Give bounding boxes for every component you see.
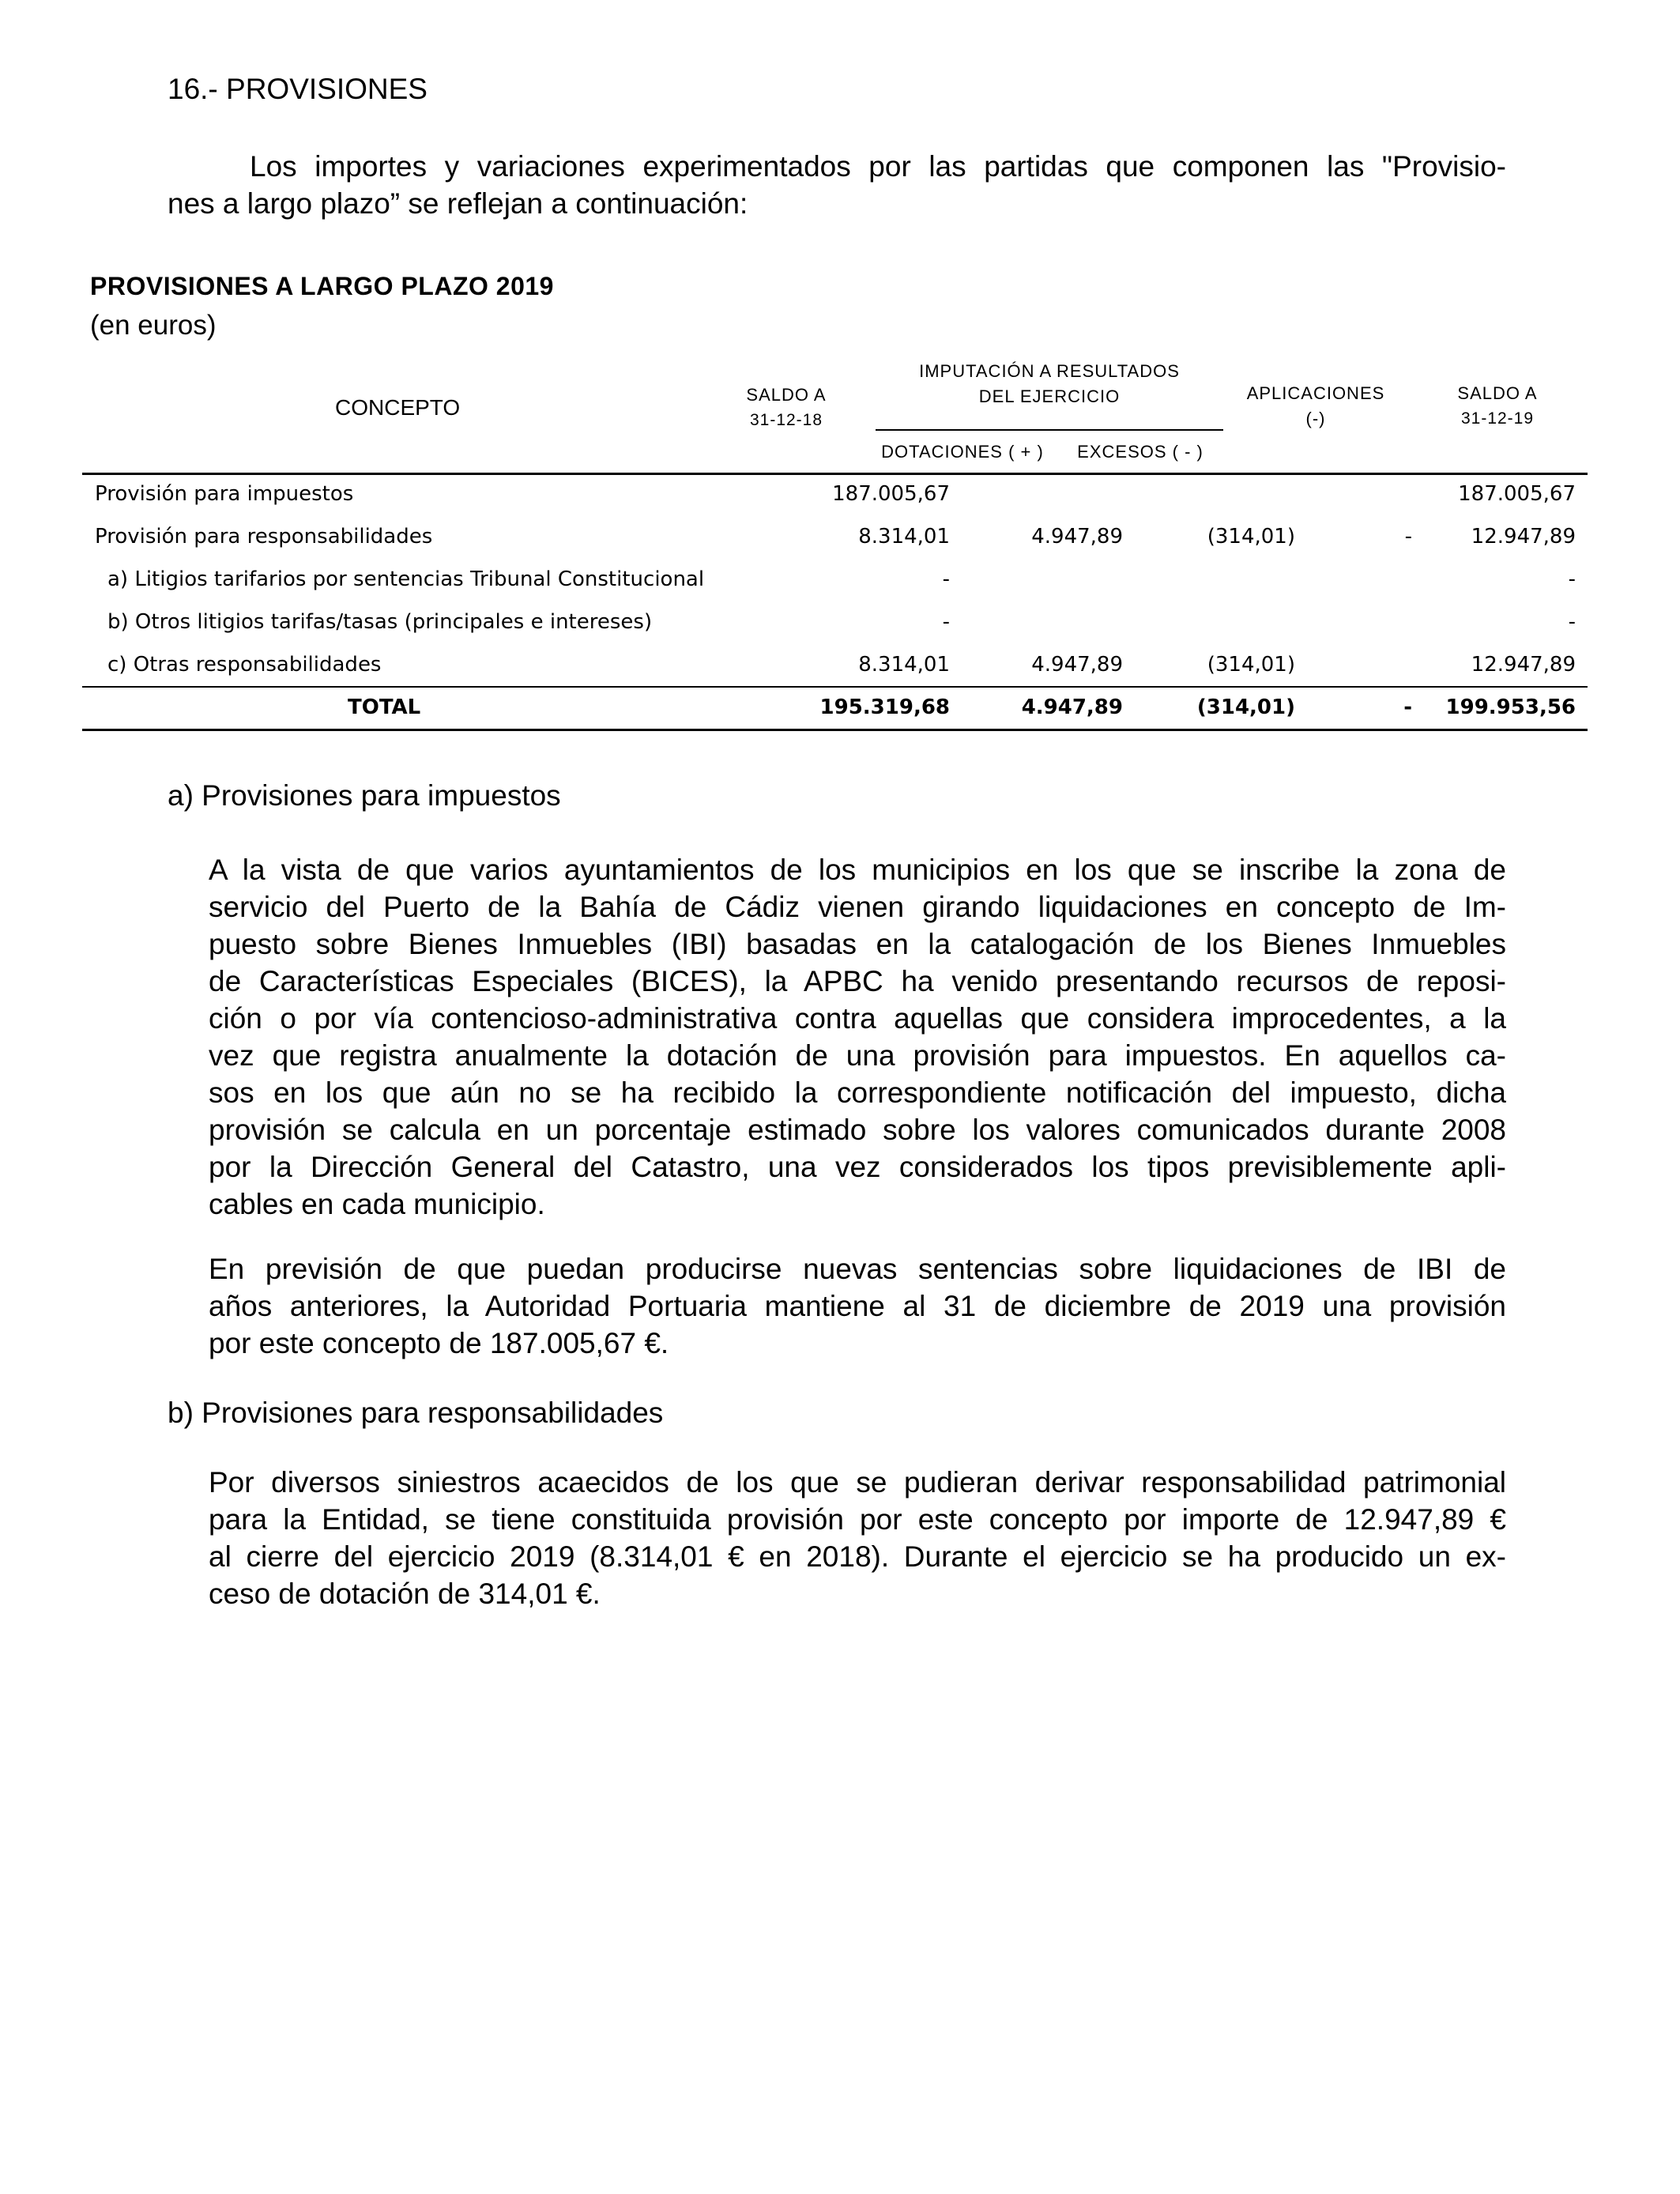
section-a-heading: a) Provisiones para impuestos [168,779,561,812]
table-row: b) Otros litigios tarifas/tasas (principales e intereses) - - [107,610,1576,634]
intro-paragraph [168,148,1506,222]
table-title: PROVISIONES A LARGO PLAZO 2019 [90,272,554,300]
table-total-row: TOTAL 195.319,68 4.947,89 (314,01) - 199.953,56 [348,696,1576,719]
table-bottom-rule [82,729,1588,731]
intro-line: nes a largo plazo” se reflejan a continuación: [168,187,748,220]
header-aplicaciones: APLICACIONES (-) [1246,383,1385,428]
section-b-heading: b) Provisiones para responsabilidades [168,1397,664,1429]
table-row: Provisión para responsabilidades 8.314,01 4.947,89 (314,01) - 12.947,89 [95,525,1576,548]
header-imputacion: IMPUTACIÓN A RESULTADOS DEL EJERCICIO [919,361,1180,406]
header-saldo-final: SALDO A 31-12-19 [1457,383,1538,428]
table-row: Provisión para impuestos 187.005,67 187.005,67 [95,482,1576,506]
table-row: c) Otras responsabilidades 8.314,01 4.947,89 (314,01) 12.947,89 [107,653,1576,677]
header-saldo-inicial: SALDO A 31-12-18 [746,385,827,429]
table-row: a) Litigios tarifarios por sentencias Tribunal Constitucional - - [107,567,1576,591]
section-b-paragraph-1: Por diversos siniestros acaecidos de los que se pudieran derivar responsabilidad patrimonial para la Entidad, se tiene constituida provisión por este concepto por importe de 12.947,89 € al cierre del ejercicio 2019 (8.314,01 € en 2018). Durante el ejercicio se ha producido un ex- ceso de dotación de 314,01 €. [209,1466,1506,1610]
table-subtitle: (en euros) [90,310,217,341]
section-a-paragraph-1: A la vista de que varios ayuntamientos de los municipios en los que se inscribe la zona de servicio del Puerto de la Bahía de Cádiz vienen girando liquidaciones en concepto de Im- puesto sobre Bienes Inmuebles (IBI) basadas en la catalogación de los Bienes Inmuebles de Características Especiales (BICES), la APBC ha venido presentando recursos de reposi- ción o por vía contencioso-administrativa contra aquellas que considera improcedentes, a la vez que registra anualmente la dotación de una provisión para impuestos. En aquellos ca- sos en los que aún no se ha recibido la correspondiente notificación del impuesto, dicha provisión se calcula en un porcentaje estimado sobre los valores comunicados durante 2008 por la Dirección General del Catastro, una vez considerados los tipos previsiblemente apli- cables en cada municipio. [209,854,1506,1220]
section-title: 16.- PROVISIONES [168,73,428,105]
header-concepto: CONCEPTO [335,395,461,420]
header-dotaciones: DOTACIONES ( + ) [881,442,1044,462]
header-divider [876,429,1223,431]
intro-line: Los importes y variaciones experimentados por las partidas que componen las "Provisio- [250,150,1506,183]
header-excesos: EXCESOS ( - ) [1077,442,1203,462]
section-a-paragraph-2: En previsión de que puedan producirse nuevas sentencias sobre liquidaciones de IBI de años anteriores, la Autoridad Portuaria mantiene al 31 de diciembre de 2019 una provisión por este concepto de 187.005,67 €. [209,1253,1506,1359]
